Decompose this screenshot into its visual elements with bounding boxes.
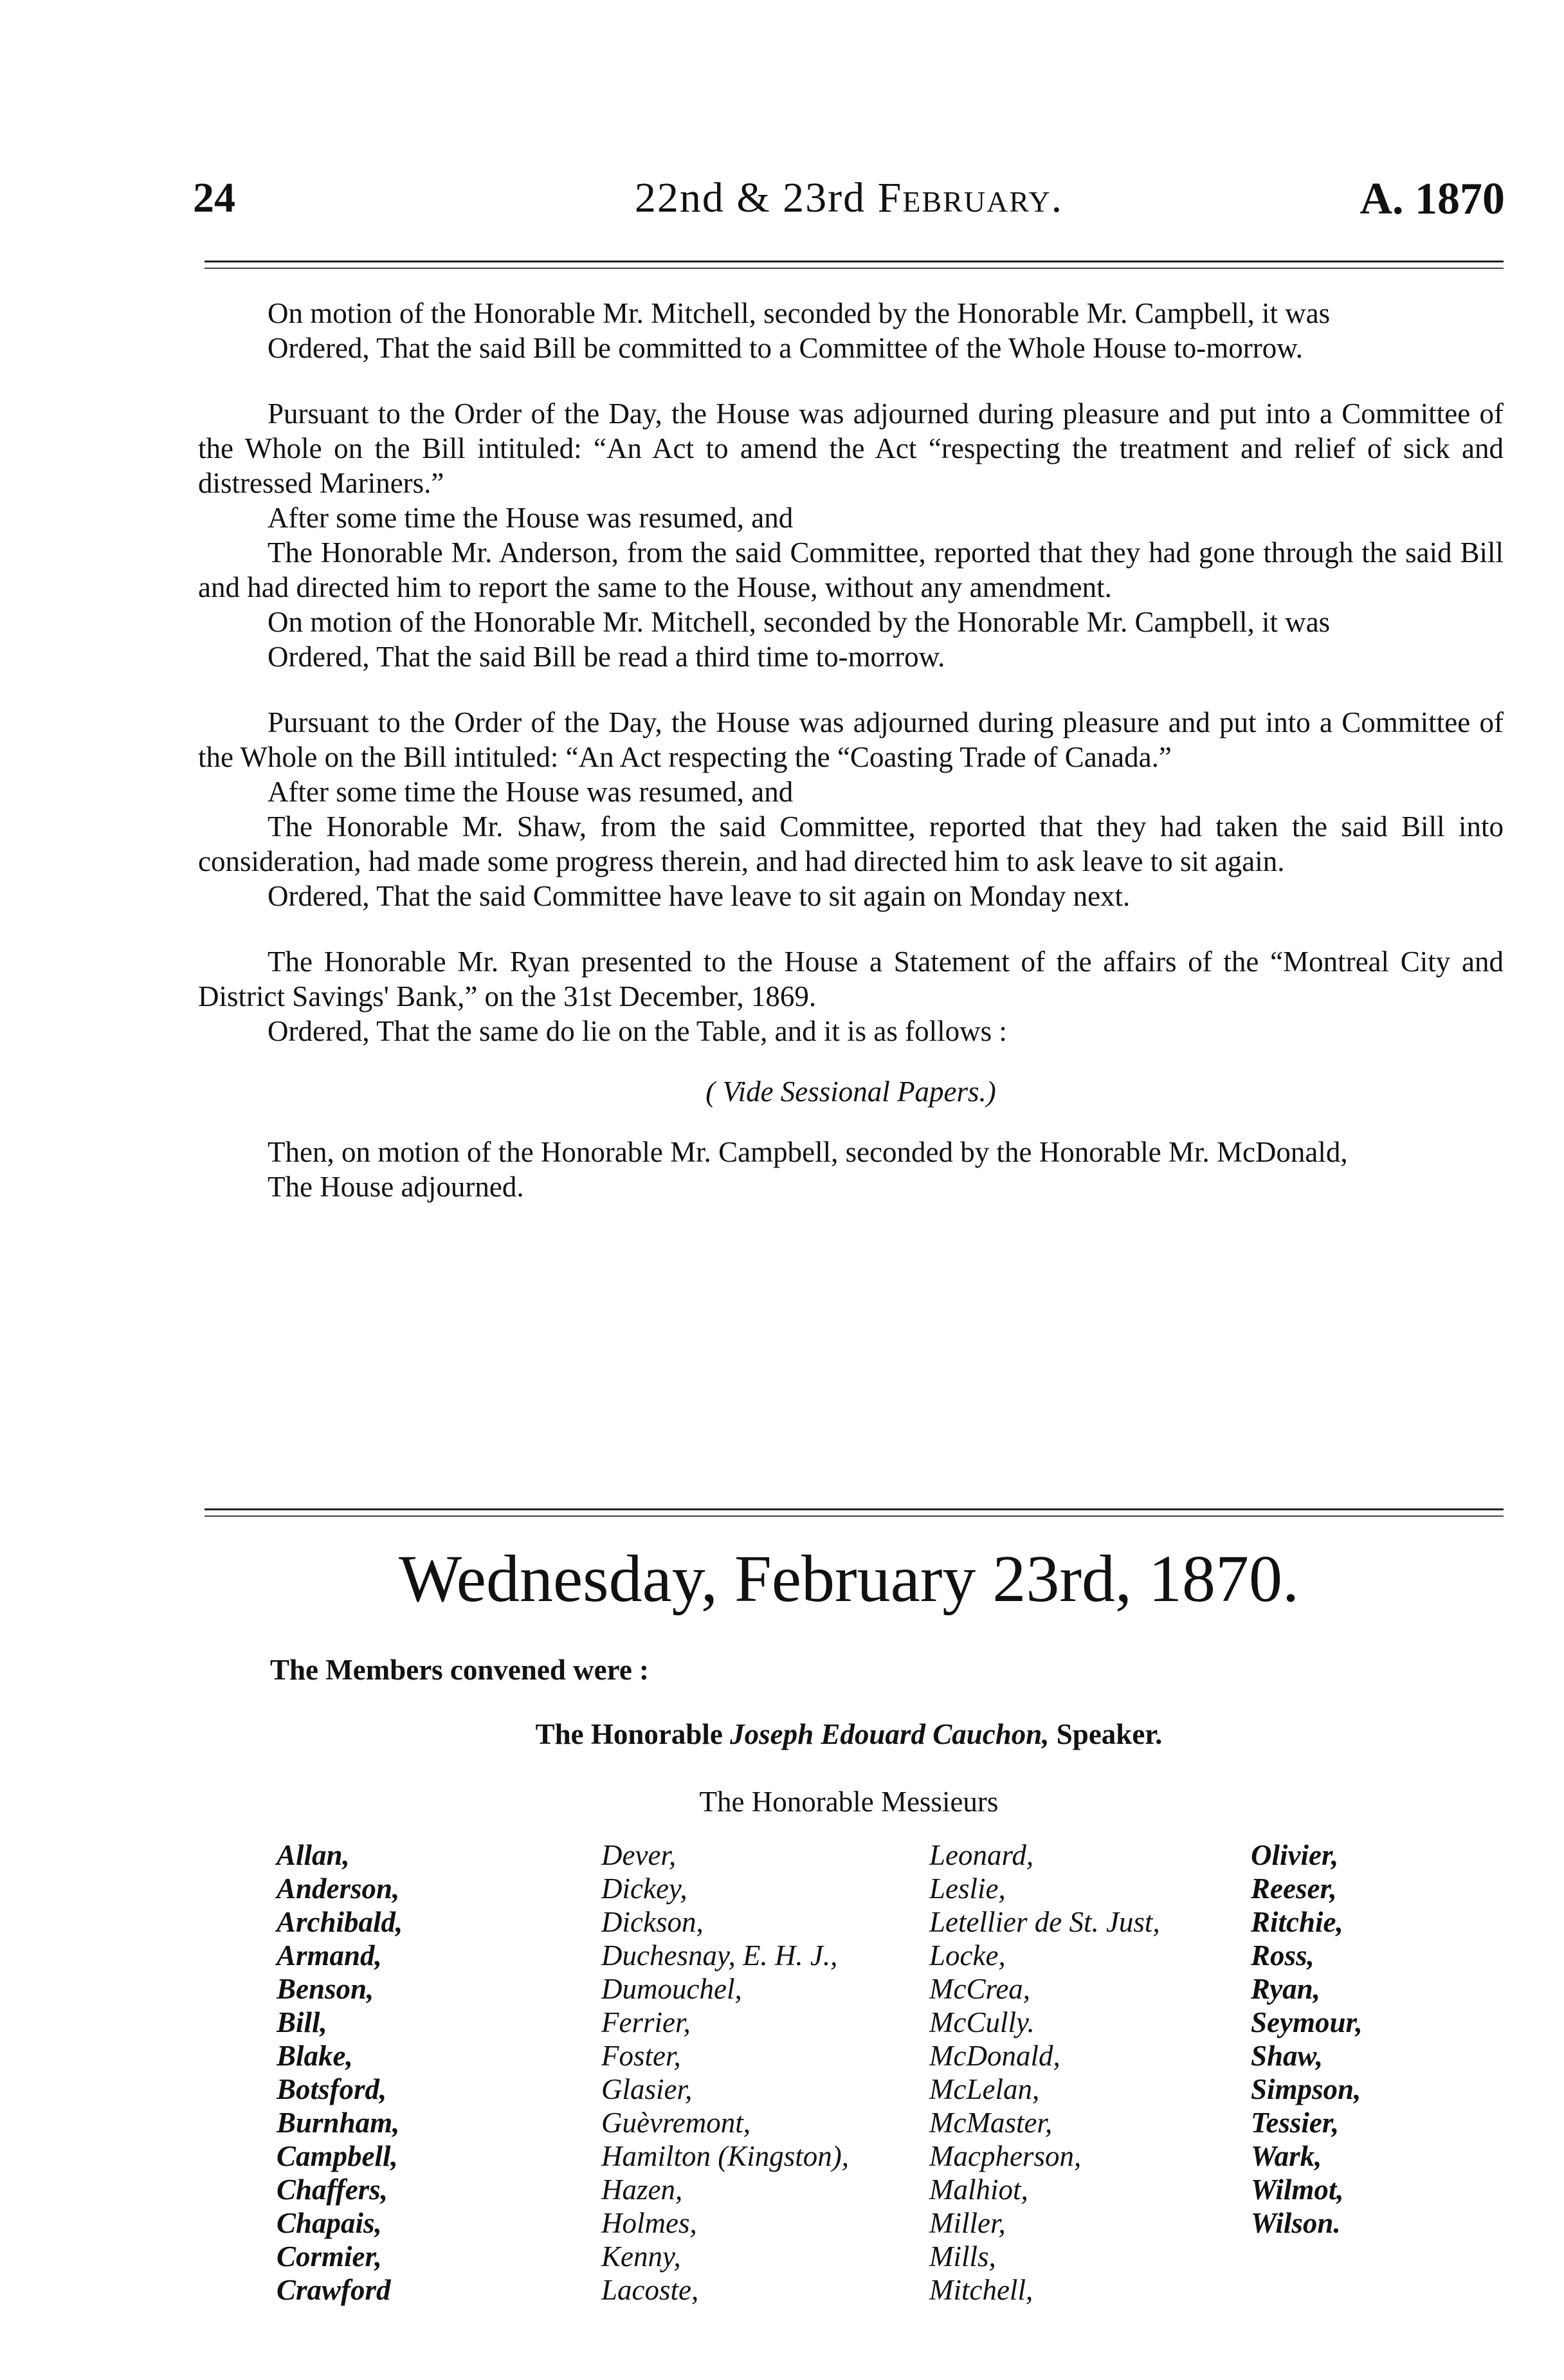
member-name: McCully. — [929, 2006, 1035, 2038]
member-name: Blake, — [277, 2040, 353, 2072]
paragraph-vide: ( Vide Sessional Papers.) — [705, 1076, 996, 1108]
paragraph-resumed-2: After some time the House was resumed, and — [268, 776, 794, 808]
member-name: Hazen, — [601, 2174, 683, 2206]
proceedings-text — [198, 296, 1504, 1204]
member-name: Campbell, — [277, 2140, 398, 2172]
member-name: Duchesnay, E. H. J., — [601, 1939, 838, 1972]
member-name: Holmes, — [601, 2207, 697, 2239]
running-head-days: 22nd & 23rd — [634, 174, 878, 221]
members-column-4 — [1251, 1838, 1363, 2240]
running-header — [193, 174, 1505, 238]
member-name: Dickson, — [601, 1906, 704, 1938]
member-name: Dever, — [601, 1839, 677, 1871]
member-name: Archibald, — [277, 1906, 403, 1938]
member-name: Tessier, — [1251, 2107, 1340, 2139]
member-name: Locke, — [929, 1939, 1006, 1972]
member-name: Simpson, — [1251, 2073, 1361, 2105]
member-name: Dumouchel, — [601, 1973, 742, 2005]
member-name: Reeser, — [1251, 1872, 1337, 1905]
member-name: McLelan, — [929, 2073, 1040, 2105]
member-name: Miller, — [929, 2207, 1006, 2239]
member-name: Chaffers, — [277, 2174, 388, 2206]
speaker-suffix: Speaker. — [1049, 1718, 1163, 1750]
member-name: Burnham, — [277, 2107, 400, 2139]
member-name: Olivier, — [1251, 1839, 1339, 1871]
speaker-line — [193, 1717, 1505, 1751]
member-name: Kenny, — [601, 2240, 681, 2273]
paragraph-adjourned: The House adjourned. — [268, 1171, 524, 1203]
section-title: Wednesday, February 23rd, 1870. — [398, 1542, 1300, 1616]
running-head-date — [193, 174, 1505, 223]
member-name: Mills, — [929, 2240, 996, 2273]
section-rule-top — [205, 1508, 1504, 1510]
paragraph-motion-1: On motion of the Honorable Mr. Mitchell, seconded by the Honorable Mr. Campbell, it was — [268, 297, 1331, 329]
header-rule-bottom — [205, 268, 1504, 269]
member-name: Ritchie, — [1251, 1906, 1343, 1938]
page-number: 24 — [193, 174, 235, 221]
members-column-1 — [277, 1838, 403, 2307]
speaker-prefix: The Honorable — [535, 1718, 731, 1750]
member-name: Glasier, — [601, 2073, 693, 2105]
paragraph-order-3: Ordered, That the said Committee have leave to sit again on Monday next. — [268, 880, 1131, 912]
paragraph-motion-2: On motion of the Honorable Mr. Mitchell, seconded by the Honorable Mr. Campbell, it was — [268, 606, 1331, 638]
paragraph-report-shaw: The Honorable Mr. Shaw, from the said Committee, reported that they had taken the said Bill into consideration, had made some progress therein, and had directed him to ask leave to sit again. — [198, 810, 1504, 877]
member-name: McMaster, — [929, 2107, 1053, 2139]
member-name: Ferrier, — [601, 2006, 691, 2038]
member-name: Chapais, — [277, 2207, 382, 2239]
member-name: Mitchell, — [929, 2274, 1033, 2306]
member-name: Seymour, — [1251, 2006, 1363, 2038]
member-name: Bill, — [277, 2006, 327, 2038]
member-name: Macpherson, — [929, 2140, 1082, 2172]
member-name: Crawford — [277, 2274, 391, 2306]
member-name: Benson, — [277, 1973, 374, 2005]
paragraph-order-4: Ordered, That the same do lie on the Table, and it is as follows : — [268, 1015, 1007, 1047]
paragraph-order-1: Ordered, That the said Bill be committed to a Committee of the Whole House to-morrow. — [268, 332, 1304, 364]
paragraph-resumed-1: After some time the House was resumed, and — [268, 502, 794, 534]
paragraph-report-anderson: The Honorable Mr. Anderson, from the said Committee, reported that they had gone through the said Bill and had directed him to report the same to the House, without any amendment. — [198, 536, 1504, 603]
paragraph-order-2: Ordered, That the said Bill be read a third time to-morrow. — [268, 641, 945, 673]
members-convened-label: The Members convened were : — [270, 1654, 650, 1686]
member-name: Armand, — [277, 1939, 382, 1972]
member-name: Ross, — [1251, 1939, 1314, 1972]
member-name: McCrea, — [929, 1973, 1031, 2005]
paragraph-statement-ryan: The Honorable Mr. Ryan presented to the House a Statement of the affairs of the “Montreal City and District Savings' Bank,” on the 31st December, 1869. — [198, 946, 1504, 1012]
messieurs-heading: The Honorable Messieurs — [699, 1786, 999, 1818]
member-name: Letellier de St. Just, — [929, 1906, 1160, 1938]
member-name: Allan, — [277, 1839, 350, 1871]
member-name: Anderson, — [277, 1872, 400, 1905]
member-name: Malhiot, — [929, 2174, 1028, 2206]
member-name: Wark, — [1251, 2140, 1322, 2172]
member-name: McDonald, — [929, 2040, 1060, 2072]
speaker-name: Joseph Edouard Cauchon, — [730, 1718, 1050, 1750]
member-name: Leslie, — [929, 1872, 1006, 1905]
members-list — [0, 1838, 1564, 2327]
member-name: Cormier, — [277, 2240, 382, 2273]
member-name: Shaw, — [1251, 2040, 1323, 2072]
member-name: Foster, — [601, 2040, 681, 2072]
member-name: Hamilton (Kingston), — [601, 2140, 850, 2172]
paragraph-adjourn-motion: Then, on motion of the Honorable Mr. Campbell, seconded by the Honorable Mr. McDonald, — [268, 1136, 1348, 1168]
members-column-3 — [929, 1838, 1160, 2307]
member-name: Dickey, — [601, 1872, 687, 1905]
header-rule-top — [205, 261, 1504, 262]
member-name: Wilmot, — [1251, 2174, 1344, 2206]
member-name: Wilson. — [1251, 2207, 1341, 2239]
member-name: Ryan, — [1251, 1973, 1320, 2005]
paragraph-committee-coasting: Pursuant to the Order of the Day, the House was adjourned during pleasure and put into a Committee of the Whole on the Bill intituled: “An Act respecting the “Coasting Trade of Canada.” — [198, 706, 1504, 773]
running-head-month: February. — [877, 174, 1064, 221]
section-rule-bottom — [205, 1515, 1504, 1517]
member-name: Botsford, — [277, 2073, 387, 2105]
members-column-2 — [601, 1838, 849, 2307]
member-name: Lacoste, — [601, 2274, 699, 2306]
paragraph-committee-mariners: Pursuant to the Order of the Day, the House was adjourned during pleasure and put into a Committee of the Whole on the Bill intituled: “An Act to amend the Act “respecting the treatment and relief of sick and distressed Mariners.” — [198, 398, 1504, 499]
year-label: A. 1870 — [1359, 174, 1505, 224]
member-name: Leonard, — [929, 1839, 1034, 1871]
member-name: Guèvremont, — [601, 2107, 751, 2139]
